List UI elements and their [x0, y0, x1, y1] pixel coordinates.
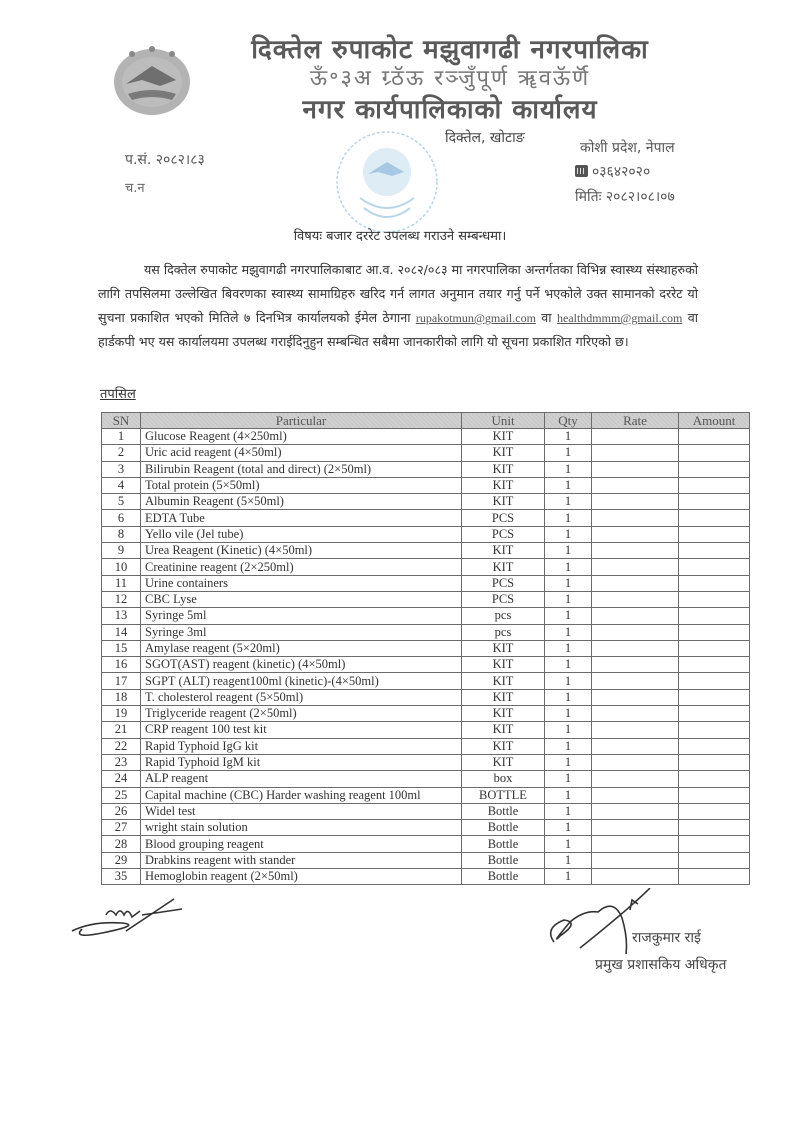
cell-qty: 1 [545, 526, 592, 542]
cell-particular: Triglyceride reagent (2×50ml) [141, 706, 462, 722]
table-row [102, 869, 750, 885]
cell-rate [592, 836, 679, 852]
cell-qty: 1 [545, 445, 592, 461]
table-row [102, 591, 750, 607]
cell-qty: 1 [545, 689, 592, 705]
cell-particular: Yello vile (Jel tube) [141, 526, 462, 542]
cell-qty: 1 [545, 608, 592, 624]
cell-particular: Bilirubin Reagent (total and direct) (2×50ml) [141, 461, 462, 477]
cell-sn: 27 [102, 820, 141, 836]
table-row [102, 673, 750, 689]
cell-particular: Capital machine (CBC) Harder washing reagent 100ml [141, 787, 462, 803]
cell-sn: 21 [102, 722, 141, 738]
phone-value: ०३६४२०२० [592, 164, 651, 180]
cell-qty: 1 [545, 738, 592, 754]
province: कोशी प्रदेश, नेपाल [580, 140, 675, 156]
cell-qty: 1 [545, 771, 592, 787]
table-row [102, 820, 750, 836]
cell-sn: 22 [102, 738, 141, 754]
cell-sn: 25 [102, 787, 141, 803]
cell-rate [592, 640, 679, 656]
cell-unit: Bottle [462, 836, 545, 852]
cell-unit: KIT [462, 657, 545, 673]
cell-qty: 1 [545, 836, 592, 852]
items-table [101, 412, 750, 885]
table-row [102, 624, 750, 640]
cell-qty: 1 [545, 852, 592, 868]
cell-particular: Rapid Typhoid IgM kit [141, 754, 462, 770]
cell-particular: Drabkins reagent with stander [141, 852, 462, 868]
cell-particular: Rapid Typhoid IgG kit [141, 738, 462, 754]
table-row [102, 754, 750, 770]
cell-unit: KIT [462, 445, 545, 461]
right-signature-icon [540, 888, 710, 958]
cell-sn: 14 [102, 624, 141, 640]
cell-rate [592, 706, 679, 722]
cell-sn: 29 [102, 852, 141, 868]
cell-amount [679, 526, 750, 542]
cell-particular: Total protein (5×50ml) [141, 477, 462, 493]
cell-qty: 1 [545, 510, 592, 526]
table-row [102, 787, 750, 803]
table-row [102, 803, 750, 819]
telephone-icon [575, 165, 588, 177]
cell-unit: pcs [462, 608, 545, 624]
cell-amount [679, 706, 750, 722]
phone-number [575, 162, 650, 181]
header-amount: Amount [679, 413, 750, 429]
cell-rate [592, 575, 679, 591]
cell-amount [679, 591, 750, 607]
cell-unit: PCS [462, 575, 545, 591]
cell-rate [592, 608, 679, 624]
dispatch-number: च.न [125, 181, 145, 196]
cell-sn: 2 [102, 445, 141, 461]
table-row [102, 543, 750, 559]
cell-rate [592, 477, 679, 493]
cell-qty: 1 [545, 820, 592, 836]
table-header-row [102, 413, 750, 429]
table-row [102, 477, 750, 493]
cell-unit: PCS [462, 591, 545, 607]
cell-qty: 1 [545, 624, 592, 640]
cell-unit: KIT [462, 494, 545, 510]
table-row [102, 722, 750, 738]
cell-particular: SGOT(AST) reagent (kinetic) (4×50ml) [141, 657, 462, 673]
cell-qty: 1 [545, 477, 592, 493]
cell-rate [592, 559, 679, 575]
cell-amount [679, 869, 750, 885]
cell-sn: 10 [102, 559, 141, 575]
table-row [102, 738, 750, 754]
cell-rate [592, 494, 679, 510]
cell-amount [679, 608, 750, 624]
cell-particular: Amylase reagent (5×20ml) [141, 640, 462, 656]
cell-unit: BOTTLE [462, 787, 545, 803]
cell-particular: Albumin Reagent (5×50ml) [141, 494, 462, 510]
cell-unit: KIT [462, 706, 545, 722]
cell-rate [592, 445, 679, 461]
cell-amount [679, 771, 750, 787]
header-sn: SN [102, 413, 141, 429]
cell-sn: 19 [102, 706, 141, 722]
cell-rate [592, 787, 679, 803]
cell-amount [679, 657, 750, 673]
body-text-tail: वा हार्डकपी भए यस कार्यालयमा उपलब्ध गराईदिनुहुन सम्बन्धित सबैमा जानकारीको लागि यो सूचना प्रकाशित गरिएको छ। [98, 310, 698, 349]
cell-amount [679, 754, 750, 770]
email-link-rupakot[interactable]: rupakotmun@gmail.com [415, 311, 536, 325]
table-row [102, 494, 750, 510]
table-row [102, 852, 750, 868]
cell-sn: 8 [102, 526, 141, 542]
cell-sn: 13 [102, 608, 141, 624]
cell-amount [679, 494, 750, 510]
cell-amount [679, 510, 750, 526]
cell-qty: 1 [545, 591, 592, 607]
cell-unit: PCS [462, 526, 545, 542]
cell-particular: CBC Lyse [141, 591, 462, 607]
cell-particular: Glucose Reagent (4×250ml) [141, 429, 462, 445]
cell-qty: 1 [545, 640, 592, 656]
signer-name: राजकुमार राई [632, 930, 701, 946]
letter-date [575, 187, 675, 206]
cell-sn: 12 [102, 591, 141, 607]
cell-amount [679, 787, 750, 803]
cell-amount [679, 445, 750, 461]
cell-sn: 26 [102, 803, 141, 819]
cell-qty: 1 [545, 543, 592, 559]
table-row [102, 575, 750, 591]
office-name: नगर कार्यपालिकाको कार्यालय [302, 95, 598, 125]
office-location: दिक्तेल, खोटाङ [445, 130, 525, 146]
email-link-health[interactable]: healthdmmm@gmail.com [556, 311, 683, 325]
cell-unit: Bottle [462, 869, 545, 885]
cell-particular: Uric acid reagent (4×50ml) [141, 445, 462, 461]
cell-unit: KIT [462, 738, 545, 754]
municipality-name-script: ऊँ॰३अ ग्र्ठॅऊ रञ्जुँपूर्ण ॠवऊॅर्णॅ [309, 66, 591, 91]
cell-sn: 3 [102, 461, 141, 477]
cell-rate [592, 543, 679, 559]
cell-sn: 1 [102, 429, 141, 445]
cell-unit: KIT [462, 689, 545, 705]
cell-rate [592, 738, 679, 754]
letter-number: प.सं. २०८२।८३ [125, 152, 205, 168]
header-qty: Qty [545, 413, 592, 429]
cell-sn: 15 [102, 640, 141, 656]
cell-amount [679, 738, 750, 754]
cell-particular: CRP reagent 100 test kit [141, 722, 462, 738]
cell-particular: EDTA Tube [141, 510, 462, 526]
cell-amount [679, 543, 750, 559]
cell-sn: 35 [102, 869, 141, 885]
cell-unit: PCS [462, 510, 545, 526]
cell-unit: Bottle [462, 820, 545, 836]
cell-qty: 1 [545, 429, 592, 445]
cell-amount [679, 820, 750, 836]
cell-rate [592, 722, 679, 738]
cell-qty: 1 [545, 673, 592, 689]
left-signature-icon [62, 895, 192, 943]
table-row [102, 445, 750, 461]
cell-unit: KIT [462, 754, 545, 770]
cell-rate [592, 510, 679, 526]
cell-sn: 23 [102, 754, 141, 770]
subject-line: विषयः बजार दररेट उपलब्ध गराउने सम्बन्धमा। [293, 229, 507, 244]
cell-amount [679, 673, 750, 689]
cell-particular: Blood grouping reagent [141, 836, 462, 852]
cell-rate [592, 852, 679, 868]
cell-rate [592, 803, 679, 819]
cell-amount [679, 689, 750, 705]
cell-qty: 1 [545, 869, 592, 885]
cell-rate [592, 754, 679, 770]
office-seal-stamp-icon [330, 128, 445, 236]
cell-amount [679, 803, 750, 819]
table-row [102, 657, 750, 673]
cell-sn: 11 [102, 575, 141, 591]
body-connector: वा [541, 310, 552, 325]
cell-rate [592, 624, 679, 640]
cell-qty: 1 [545, 559, 592, 575]
body-text-main: यस दिक्तेल रुपाकोट मझुवागढी नगरपालिकाबाट आ.व. २०८२/०८३ मा नगरपालिका अन्तर्गतका विभिन्न स्वास्थ्य संस्थाहरुको लागि तपसिलमा उल्लेखित बिवरणका स्वास्थ्य सामाग्रिहरु खरिद गर्न लागत अनुमान तयार गर्नु पर्ने भएकोले उक्त सामानको दररेट यो सुचना प्रकाशित भएको मितिले ७ दिनभित्र कार्यालयको ईमेल ठेगाना [98, 262, 698, 325]
table-row [102, 429, 750, 445]
cell-sn: 6 [102, 510, 141, 526]
cell-amount [679, 477, 750, 493]
cell-unit: Bottle [462, 852, 545, 868]
cell-qty: 1 [545, 787, 592, 803]
cell-qty: 1 [545, 657, 592, 673]
date-label: मितिः [575, 189, 602, 205]
cell-sn: 5 [102, 494, 141, 510]
notice-body [98, 258, 698, 354]
cell-amount [679, 640, 750, 656]
cell-unit: KIT [462, 543, 545, 559]
cell-qty: 1 [545, 803, 592, 819]
cell-unit: KIT [462, 640, 545, 656]
cell-unit: KIT [462, 673, 545, 689]
cell-particular: Urea Reagent (Kinetic) (4×50ml) [141, 543, 462, 559]
cell-sn: 4 [102, 477, 141, 493]
table-row [102, 461, 750, 477]
table-row [102, 771, 750, 787]
header-rate: Rate [592, 413, 679, 429]
cell-particular: Widel test [141, 803, 462, 819]
cell-particular: wright stain solution [141, 820, 462, 836]
cell-amount [679, 575, 750, 591]
header-unit: Unit [462, 413, 545, 429]
cell-particular: Creatinine reagent (2×250ml) [141, 559, 462, 575]
table-row [102, 689, 750, 705]
cell-particular: T. cholesterol reagent (5×50ml) [141, 689, 462, 705]
header-particular: Particular [141, 413, 462, 429]
cell-unit: pcs [462, 624, 545, 640]
cell-sn: 18 [102, 689, 141, 705]
cell-rate [592, 820, 679, 836]
cell-sn: 9 [102, 543, 141, 559]
cell-rate [592, 657, 679, 673]
cell-particular: Syringe 5ml [141, 608, 462, 624]
cell-rate [592, 429, 679, 445]
table-row [102, 526, 750, 542]
cell-particular: Urine containers [141, 575, 462, 591]
cell-amount [679, 559, 750, 575]
cell-rate [592, 869, 679, 885]
table-row [102, 836, 750, 852]
cell-particular: Hemoglobin reagent (2×50ml) [141, 869, 462, 885]
cell-particular: Syringe 3ml [141, 624, 462, 640]
cell-rate [592, 526, 679, 542]
cell-qty: 1 [545, 494, 592, 510]
cell-rate [592, 673, 679, 689]
cell-sn: 28 [102, 836, 141, 852]
table-row [102, 608, 750, 624]
cell-unit: box [462, 771, 545, 787]
cell-unit: KIT [462, 477, 545, 493]
cell-unit: KIT [462, 461, 545, 477]
cell-amount [679, 461, 750, 477]
cell-unit: Bottle [462, 803, 545, 819]
cell-particular: SGPT (ALT) reagent100ml (kinetic)-(4×50ml) [141, 673, 462, 689]
cell-amount [679, 429, 750, 445]
table-row [102, 640, 750, 656]
cell-rate [592, 461, 679, 477]
cell-particular: ALP reagent [141, 771, 462, 787]
cell-unit: KIT [462, 559, 545, 575]
cell-qty: 1 [545, 722, 592, 738]
cell-qty: 1 [545, 461, 592, 477]
cell-qty: 1 [545, 706, 592, 722]
cell-rate [592, 689, 679, 705]
cell-qty: 1 [545, 575, 592, 591]
cell-sn: 17 [102, 673, 141, 689]
cell-amount [679, 722, 750, 738]
cell-sn: 16 [102, 657, 141, 673]
cell-unit: KIT [462, 429, 545, 445]
schedule-label: तपसिल [100, 387, 136, 402]
signer-title: प्रमुख प्रशासकिय अधिकृत [595, 957, 727, 973]
cell-rate [592, 771, 679, 787]
cell-unit: KIT [462, 722, 545, 738]
municipality-name: दिक्तेल रुपाकोट मझुवागढी नगरपालिका [251, 35, 649, 65]
cell-amount [679, 624, 750, 640]
cell-amount [679, 852, 750, 868]
table-row [102, 510, 750, 526]
cell-rate [592, 591, 679, 607]
table-row [102, 706, 750, 722]
cell-amount [679, 836, 750, 852]
date-value: २०८२।०८।०७ [605, 189, 675, 205]
cell-sn: 24 [102, 771, 141, 787]
table-row [102, 559, 750, 575]
cell-qty: 1 [545, 754, 592, 770]
